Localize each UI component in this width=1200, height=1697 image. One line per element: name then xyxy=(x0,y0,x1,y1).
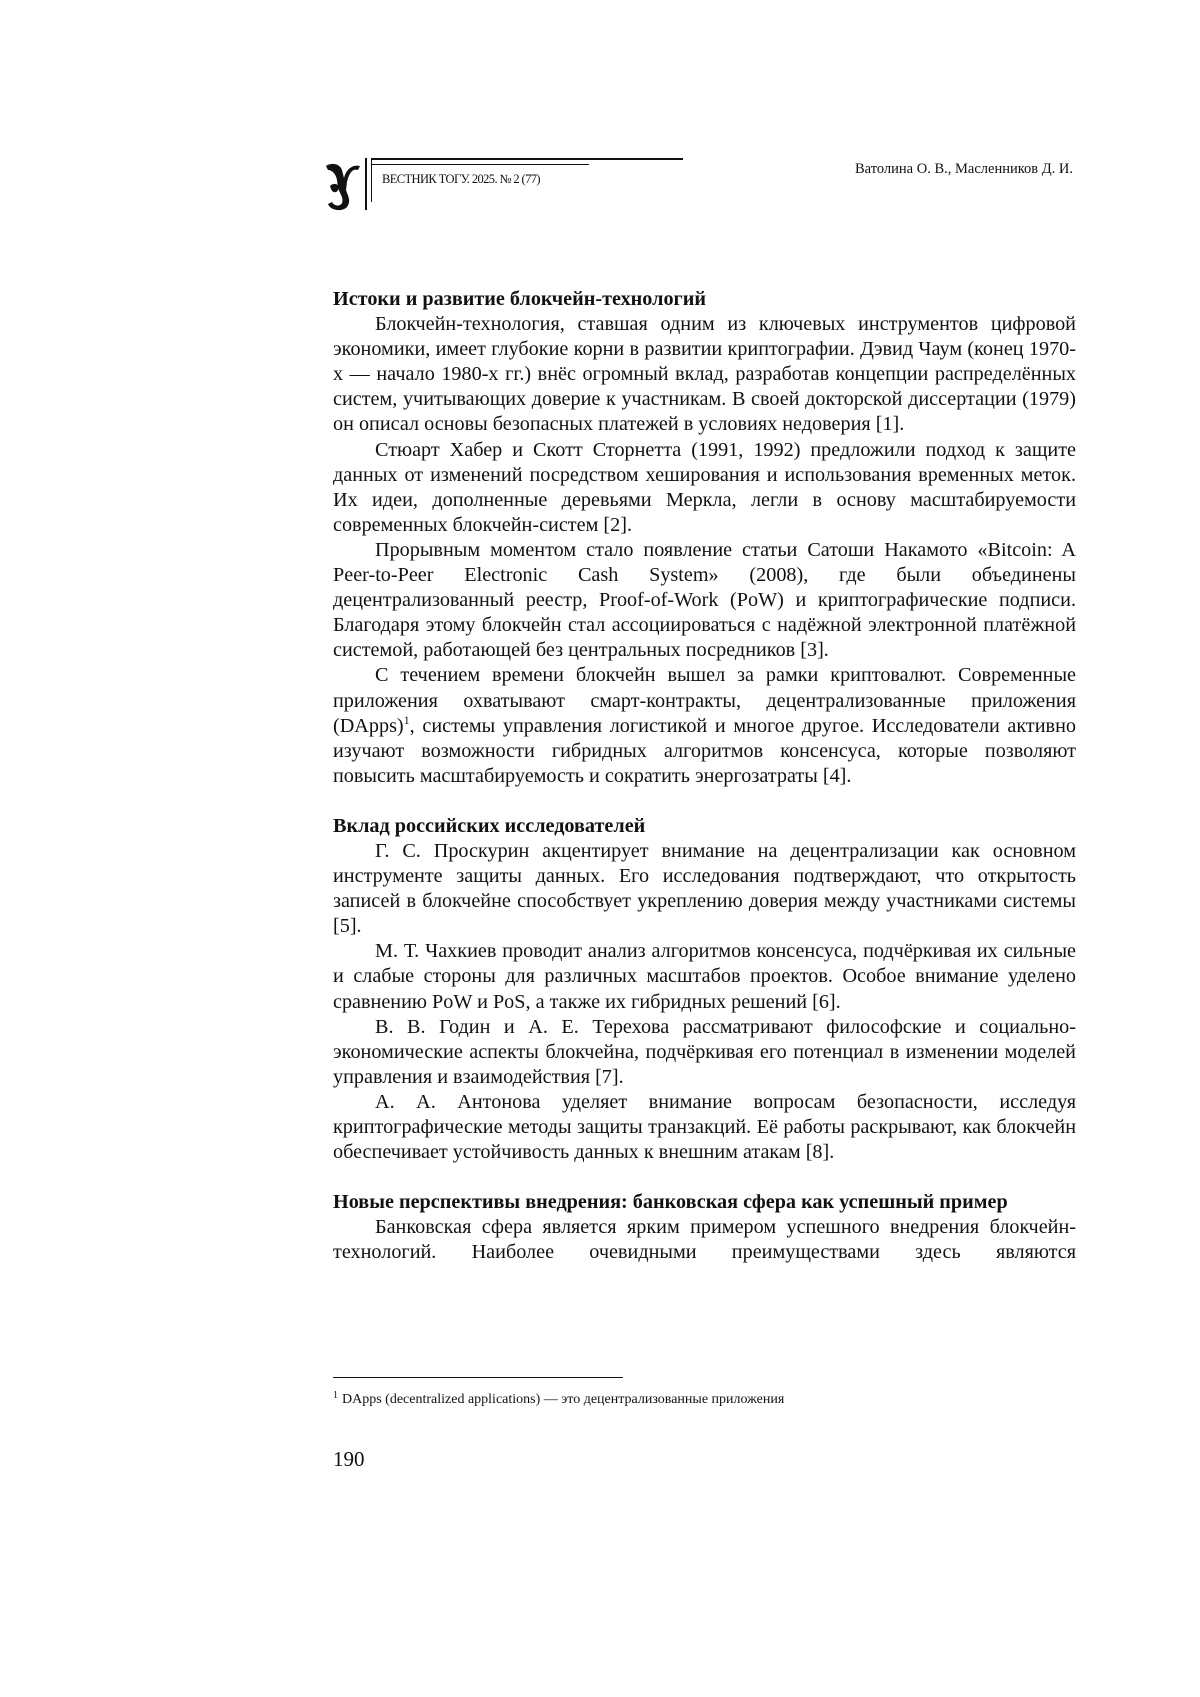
header-rule xyxy=(371,164,589,165)
paragraph: А. А. Антонова уделяет внимание вопросам безопасности, исследуя криптографические методы защиты транзакций. Её работы раскрывают, как блокчейн обеспечивает устойчивость данных к внешним атакам [8]. xyxy=(333,1090,1076,1164)
header-divider xyxy=(371,160,372,202)
paragraph-text: С течением времени блокчейн вышел за рамки криптовалют. Современные приложения охватывают смарт-контракты, децентрализованные приложения (DApps) xyxy=(333,664,1076,737)
paragraph: Блокчейн-технология, ставшая одним из ключевых инструментов цифровой экономики, имеет глубокие корни в развитии криптографии. Дэвид Чаум (конец 1970-х — начало 1980-х гг.) внёс огромный вклад, разработав концепции распределённых систем, учитывающих доверие к участникам. В своей докторской диссертации (1979) он описал основы безопасных платежей в условиях недоверия [1]. xyxy=(333,313,1076,436)
section-heading: Истоки и развитие блокчейн-технологий xyxy=(333,288,706,310)
page-number: 190 xyxy=(333,1447,365,1471)
journal-issue-label: ВЕСТНИК ТОГУ. 2025. № 2 (77) xyxy=(382,172,540,186)
article-body xyxy=(333,287,1076,1265)
section-heading: Новые перспективы внедрения: банковская сфера как успешный пример xyxy=(333,1191,1008,1214)
paragraph: Прорывным моментом стало появление статьи Сатоши Накамото «Bitcoin: A Peer-to-Peer Electronic Cash System» (2008), где были объединены децентрализованный реестр, Proof-of-Work (PoW) и криптографические подписи. Благодаря этому блокчейн стал ассоциироваться с надёжной электронной платёжной системой, работающей без центральных посредников [3]. xyxy=(333,538,1076,662)
paragraph xyxy=(333,663,1076,788)
section-heading: Вклад российских исследователей xyxy=(333,814,646,837)
header-divider xyxy=(365,158,367,210)
paragraph: Банковская сфера является ярким примером успешного внедрения блокчейн-технологий. Наиболее очевидными преимуществами здесь являются xyxy=(333,1216,1076,1264)
footnote-marker: 1 xyxy=(333,1390,338,1401)
footnote-ref[interactable]: 1 xyxy=(403,712,410,727)
journal-logo-icon xyxy=(322,160,362,212)
paragraph: Г. С. Проскурин акцентирует внимание на децентрализации как основном инструменте защиты данных. Его исследования подтверждают, что открытость записей в блокчейне способствует укреплению доверия между участниками системы [5]. xyxy=(333,839,1076,938)
footnote-text: DApps (decentralized applications) — это децентрализованные приложения xyxy=(342,1392,785,1407)
paragraph-text: , системы управления логистикой и многое другое. Исследователи активно изучают возможности гибридных алгоритмов консенсуса, которые позволяют повысить масштабируемость и сократить энергозатраты [4]. xyxy=(333,714,1076,787)
header-rule xyxy=(371,158,683,160)
paragraph: М. Т. Чахкиев проводит анализ алгоритмов консенсуса, подчёркивая их сильные и слабые стороны для различных масштабов проектов. Особое внимание уделено сравнению PoW и PoS, а также их гибридных решений [6]. xyxy=(333,940,1076,1013)
paragraph: Стюарт Хабер и Скотт Сторнетта (1991, 1992) предложили подход к защите данных от изменений посредством хеширования и использования временных меток. Их идеи, дополненные деревьями Меркла, легли в основу масштабируемости современных блокчейн-систем [2]. xyxy=(333,438,1076,536)
running-head-authors: Ватолина О. В., Масленников Д. И. xyxy=(854,161,1073,177)
footnote xyxy=(333,1390,784,1408)
paragraph: В. В. Годин и А. Е. Терехова рассматривают философские и социально-экономические аспекты блокчейна, подчёркивая его потенциал в изменении моделей управления и взаимодействия [7]. xyxy=(333,1015,1076,1088)
footnote-rule xyxy=(333,1377,623,1378)
